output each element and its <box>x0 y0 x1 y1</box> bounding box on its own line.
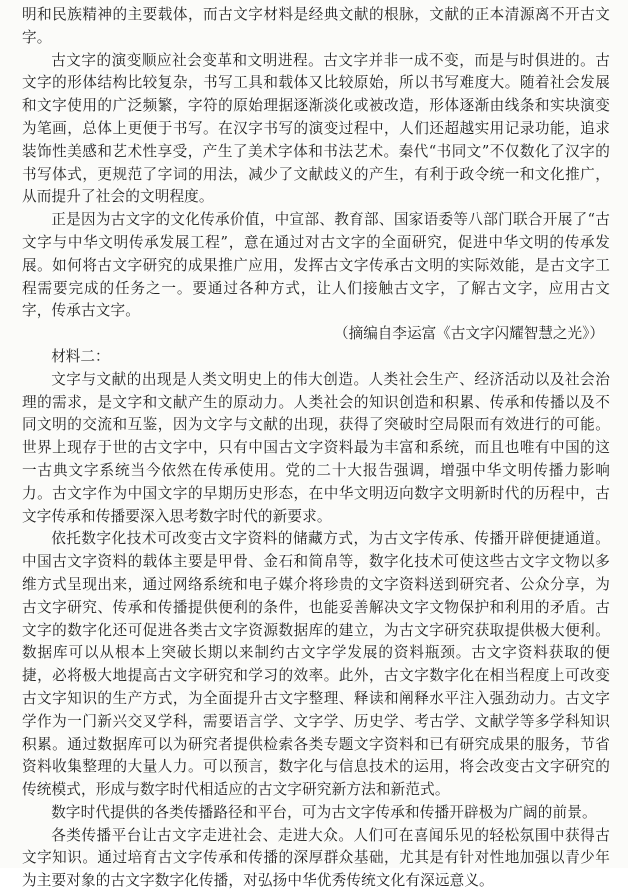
material-two-label: 材料二： <box>51 347 110 365</box>
paragraph-public: 各类传播平台让古文字走进社会、走进大众。人们可在喜闻乐见的轻松氛围中获得古文字知识。通过培育古文字传承和传播的深厚群众基础，尤其是有针对性地加强以青少年为主要对象的古文字数字化传播，对弘扬中华优秀传统文化有深远意义。 <box>22 826 610 890</box>
paragraph-evolution: 古文字的演变顺应社会变革和文明进程。古文字并非一成不变，而是与时俱进的。古文字的形体结构比较复杂，书写工具和载体又比较原始，所以书写难度大。随着社会发展和文字使用的广泛频繁，字符的原始理据逐渐淡化或被改造，形体逐渐由线条和实块演变为笔画，总体上更便于书写。在汉字书写的演变过程中，人们还超越实用记录功能，追求装饰性美感和艺术性享受，产生了美术字体和书法艺术。秦代“书同文”不仅数化了汉字的书写体式，更规范了字词的用法，减少了文献歧义的产生，有利于政令统一和文化推广，从而提升了社会的文明程度。 <box>22 51 610 206</box>
paragraph-platforms: 数字时代提供的各类传播路径和平台，可为古文字传承和传播开辟极为广阔的前景。 <box>51 803 597 821</box>
paragraph-civilization: 文字与文献的出现是人类文明史上的伟大创造。人类社会生产、经济活动以及社会治理的需求，是文字和文献产生的原动力。人类社会的知识创造和积累、传承和传播以及不同文明的交流和互鉴，因为文字与文献的出现，获得了突破时空局限而有效进行的可能。世界上现存于世的古文字中，只有中国古文字资料最为丰富和系统，而且也唯有中国的这一古典文字系统当今依然在传承使用。党的二十大报告强调，增强中华文明传播力影响力。古文字作为中国文字的早期历史形态，在中华文明迈向数字文明新时代的历程中，古文字传承和传播要深入思考数字时代的新要求。 <box>22 370 610 525</box>
paragraph-project: 正是因为古文字的文化传承价值，中宣部、教育部、国家语委等八部门联合开展了“古文字与中华文明传承发展工程”，意在通过对古文字的全面研究，促进中华文明的传承发展。如何将古文字研究的成果推广应用，发挥古文字传承古文明的实际效能，是古文字工程需要完成的任务之一。要通过各种方式，让人们接触古文字，了解古文字，应用古文字，传承古文字。 <box>22 211 610 320</box>
paragraph-continuation: 明和民族精神的主要载体，而古文字材料是经典文献的根脉，文献的正本清源离不开古文字。 <box>22 6 610 46</box>
source-citation: （摘编自李运富《古文字闪耀智慧之光》） <box>334 325 604 343</box>
paragraph-digitization: 依托数字化技术可改变古文字资料的储藏方式，为古文字传承、传播开辟便捷通道。中国古文字资料的载体主要是甲骨、金石和简帛等，数字化技术可使这些古文字文物以多维方式呈现出来，通过网络系统和电子媒介将珍贵的文字资料送到研究者、公众分享，为古文字研究、传承和传播提供便利的条件，也能妥善解决文字文物保护和利用的矛盾。古文字的数字化还可促进各类古文字资源数据库的建立，为古文字研究获取提供极大便利。数据库可以从根本上突破长期以来制约古文字学发展的资料瓶颈。古文字资料获取的便捷，必将极大地提高古文字研究和学习的效率。此外，古文字数字化在相当程度上可改变古文字知识的生产方式，为全面提升古文字整理、释读和阐释水平注入强劲动力。古文字学作为一门新兴交叉学科，需要语言学、文字学、历史学、考古学、文献学等多学科知识积累。通过数据库可以为研究者提供检索各类专题文字资料和已有研究成果的服务，节省资料收集整理的大量人力。可以预言，数字化与信息技术的运用，将会改变古文字研究的传统模式，形成与数字时代相适应的古文字研究新方法和新范式。 <box>22 530 610 799</box>
